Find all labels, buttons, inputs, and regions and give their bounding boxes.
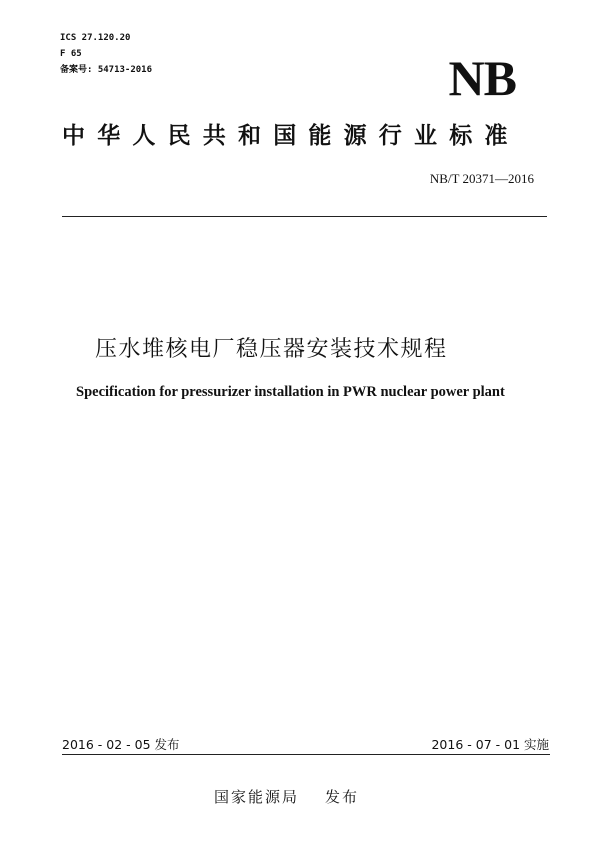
publisher-action: 发布 xyxy=(325,788,360,806)
header-divider xyxy=(62,216,547,217)
document-title-chinese: 压水堆核电厂稳压器安装技术规程 xyxy=(95,337,448,362)
issue-date: 2016 - 02 - 05 发布 xyxy=(62,737,180,752)
ccs-code: F 65 xyxy=(60,49,82,59)
publisher-line xyxy=(214,786,359,807)
footer-divider xyxy=(62,754,550,755)
nb-logo: NB xyxy=(448,50,516,106)
document-title-english: Specification for pressurizer installation in PWR nuclear power plant xyxy=(76,384,505,400)
classification-block xyxy=(60,30,152,78)
standard-category-title: 中华人民共和国能源行业标准 xyxy=(62,123,520,149)
ics-code: ICS 27.120.20 xyxy=(60,33,131,43)
publisher-name: 国家能源局 xyxy=(214,788,300,806)
standard-number: NB/T 20371—2016 xyxy=(429,171,534,186)
implementation-date: 2016 - 07 - 01 实施 xyxy=(431,737,549,752)
filing-number: 备案号: 54713-2016 xyxy=(60,65,153,75)
